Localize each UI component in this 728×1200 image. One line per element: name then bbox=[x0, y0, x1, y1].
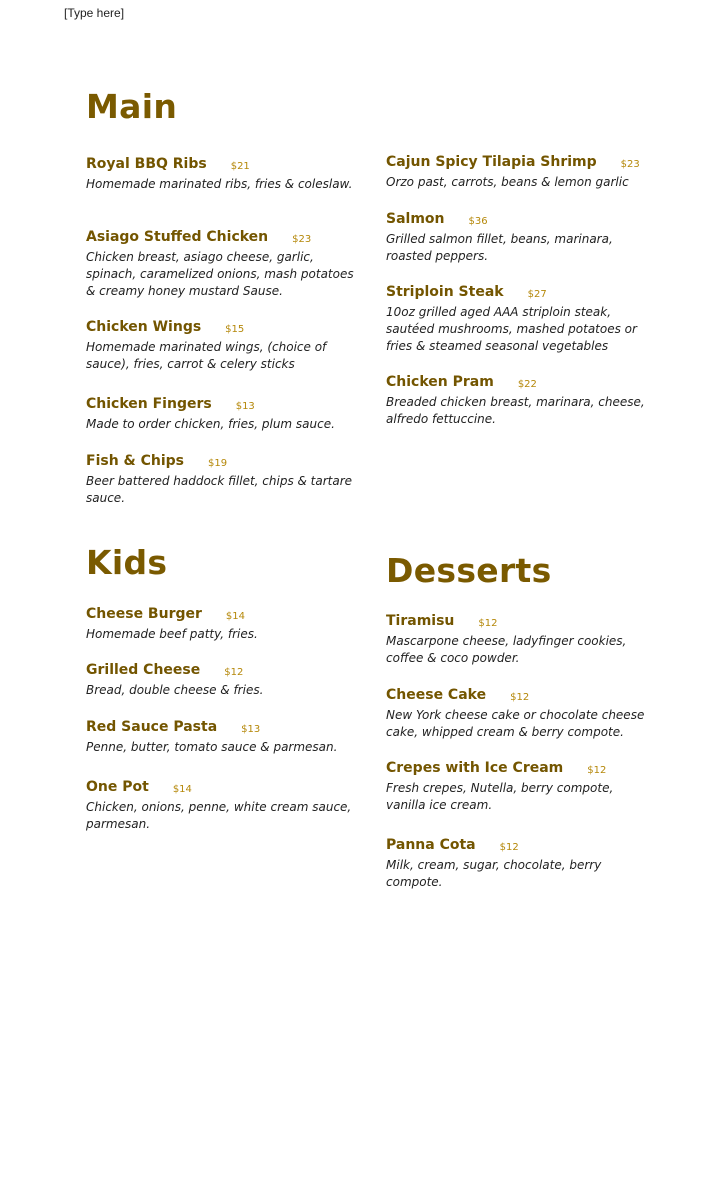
menu-item bbox=[86, 396, 356, 433]
header-placeholder: [Type here] bbox=[64, 6, 125, 20]
item-price: $13 bbox=[235, 401, 255, 412]
item-description: Fresh crepes, Nutella, berry compote, vanilla ice cream. bbox=[386, 781, 614, 812]
item-name: Tiramisu bbox=[386, 613, 455, 629]
item-description: Homemade beef patty, fries. bbox=[86, 627, 258, 641]
menu-item bbox=[86, 453, 356, 507]
menu-item bbox=[86, 229, 356, 300]
item-name: One Pot bbox=[86, 779, 149, 795]
kids-section bbox=[86, 543, 366, 846]
item-name: Crepes with Ice Cream bbox=[386, 760, 564, 776]
item-name: Cheese Cake bbox=[386, 687, 487, 703]
menu-item bbox=[386, 211, 656, 265]
item-description: Penne, butter, tomato sauce & parmesan. bbox=[86, 740, 338, 754]
menu-item bbox=[386, 374, 656, 428]
item-price: $12 bbox=[478, 618, 498, 629]
item-name: Grilled Cheese bbox=[86, 662, 201, 678]
item-price: $15 bbox=[225, 324, 245, 335]
item-description: Milk, cream, sugar, chocolate, berry compote. bbox=[386, 858, 602, 889]
menu-item bbox=[386, 613, 656, 667]
desserts-section bbox=[386, 551, 666, 899]
menu-item bbox=[386, 154, 656, 191]
item-description: Homemade marinated wings, (choice of sauce), fries, carrot & celery sticks bbox=[86, 340, 327, 371]
menu-item bbox=[86, 779, 356, 833]
item-name: Chicken Wings bbox=[86, 319, 202, 335]
menu-item bbox=[386, 837, 656, 891]
item-price: $36 bbox=[468, 216, 488, 227]
item-price: $13 bbox=[241, 724, 261, 735]
menu-item bbox=[86, 662, 356, 699]
item-name: Cheese Burger bbox=[86, 606, 202, 622]
item-price: $12 bbox=[510, 692, 530, 703]
item-name: Asiago Stuffed Chicken bbox=[86, 229, 269, 245]
menu-item bbox=[386, 284, 656, 355]
item-description: Grilled salmon fillet, beans, marinara, roasted peppers. bbox=[386, 232, 613, 263]
item-price: $23 bbox=[620, 159, 640, 170]
item-price: $14 bbox=[225, 611, 245, 622]
item-price: $19 bbox=[208, 458, 228, 469]
item-price: $27 bbox=[527, 289, 547, 300]
item-description: Bread, double cheese & fries. bbox=[86, 683, 264, 697]
item-price: $22 bbox=[517, 379, 537, 390]
menu-item bbox=[386, 687, 656, 741]
item-description: Beer battered haddock fillet, chips & tartare sauce. bbox=[86, 474, 353, 505]
kids-title: Kids bbox=[86, 543, 168, 582]
item-description: Breaded chicken breast, marinara, cheese, alfredo fettuccine. bbox=[386, 395, 645, 426]
menu-item bbox=[86, 719, 356, 756]
item-name: Chicken Pram bbox=[386, 374, 494, 390]
desserts-title: Desserts bbox=[386, 551, 552, 590]
item-description: New York cheese cake or chocolate cheese cake, whipped cream & berry compote. bbox=[386, 708, 645, 739]
item-name: Panna Cota bbox=[386, 837, 476, 853]
menu-item bbox=[86, 606, 356, 643]
item-price: $12 bbox=[224, 667, 244, 678]
item-description: Homemade marinated ribs, fries & coleslaw. bbox=[86, 177, 353, 191]
item-price: $21 bbox=[230, 161, 250, 172]
item-name: Fish & Chips bbox=[86, 453, 185, 469]
menu-item bbox=[86, 319, 356, 373]
item-name: Cajun Spicy Tilapia Shrimp bbox=[386, 154, 597, 170]
item-name: Striploin Steak bbox=[386, 284, 504, 300]
item-description: Mascarpone cheese, ladyfinger cookies, coffee & coco powder. bbox=[386, 634, 627, 665]
main-section bbox=[86, 87, 366, 520]
item-description: Chicken, onions, penne, white cream sauce, parmesan. bbox=[86, 800, 352, 831]
main-right-column bbox=[386, 154, 666, 444]
item-description: Chicken breast, asiago cheese, garlic, spinach, caramelized onions, mash potatoes & creamy honey mustard Sause. bbox=[86, 250, 354, 298]
item-price: $23 bbox=[292, 234, 312, 245]
item-price: $12 bbox=[499, 842, 519, 853]
main-title: Main bbox=[86, 87, 178, 126]
item-name: Salmon bbox=[386, 211, 445, 227]
menu-item bbox=[386, 760, 656, 814]
item-price: $14 bbox=[172, 784, 192, 795]
item-name: Red Sauce Pasta bbox=[86, 719, 218, 735]
item-description: Made to order chicken, fries, plum sauce. bbox=[86, 417, 335, 431]
item-name: Chicken Fingers bbox=[86, 396, 212, 412]
item-price: $12 bbox=[587, 765, 607, 776]
item-description: Orzo past, carrots, beans & lemon garlic bbox=[386, 175, 629, 189]
item-name: Royal BBQ Ribs bbox=[86, 156, 207, 172]
menu-item bbox=[86, 156, 356, 193]
item-description: 10oz grilled aged AAA striploin steak, sautéed mushrooms, mashed potatoes or fries & steamed seasonal vegetables bbox=[386, 305, 637, 353]
